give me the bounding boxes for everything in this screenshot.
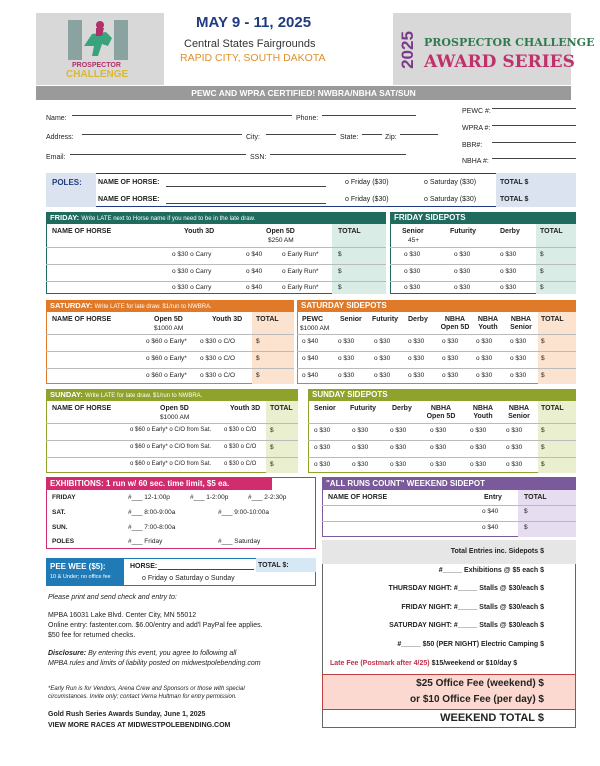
sat-side-col-futurity: Futurity — [372, 316, 399, 323]
wpra-field[interactable] — [492, 125, 576, 126]
exhib-sun-a[interactable]: #___ 7:00-8:00a — [128, 524, 176, 531]
sat-row2-youth[interactable]: o $30 o C/O — [200, 355, 236, 362]
weekend-total: WEEKEND TOTAL $ — [440, 712, 544, 724]
sat-side-r3-total: $ — [541, 372, 545, 379]
early-note: *Early Run is for Vendors, Arena Crew and Sponsors or those with special — [48, 686, 245, 692]
event-city: RAPID CITY, SOUTH DAKOTA — [180, 52, 326, 64]
sun-side-col-senior: Senior — [314, 405, 336, 412]
friday-col-total: TOTAL — [338, 228, 361, 235]
event-venue: Central States Fairgrounds — [184, 38, 316, 50]
exhib-poles-a[interactable]: #___ Friday — [128, 538, 163, 545]
address-label: Address: — [46, 134, 74, 141]
peewee-title: PEE WEE ($5): — [50, 562, 106, 571]
fri-side-r1-futurity[interactable]: o $30 — [454, 251, 471, 258]
ssn-label: SSN: — [250, 154, 267, 161]
sat-side-r1-nbha-open[interactable]: o $30 — [442, 338, 459, 345]
sun-row2-total: $ — [270, 444, 274, 451]
poles-saturday-1[interactable]: o Saturday ($30) — [424, 179, 477, 186]
city-label: City: — [246, 134, 260, 141]
mail-line3: Online entry: fastenter.com. $6.00/entry and add'l PayPal fee applies. — [48, 622, 263, 629]
early-note-2: circumstances. Invite only; contact Verna Hultman for entry permission. — [48, 694, 237, 700]
sun-col-youth: Youth 3D — [230, 405, 261, 412]
friday-row2-early[interactable]: o Early Run* — [282, 268, 319, 275]
fri-side-r2-futurity[interactable]: o $30 — [454, 268, 471, 275]
sat-side-r2-senior[interactable]: o $30 — [338, 355, 355, 362]
sat-col-total: TOTAL — [256, 316, 279, 323]
fri-side-r1-senior[interactable]: o $30 — [404, 251, 421, 258]
exhib-friday-c[interactable]: #___ 2-2:30p — [248, 494, 287, 501]
pewc-label: PEWC #: — [462, 108, 491, 115]
sat-side-r1-futurity[interactable]: o $30 — [374, 338, 391, 345]
friday-row3-total: $ — [338, 284, 342, 291]
state-label: State: — [340, 134, 359, 141]
bbr-field[interactable] — [492, 142, 576, 143]
series-line1: PROSPECTOR CHALLENGE — [424, 36, 595, 49]
fri-side-col-derby: Derby — [500, 228, 520, 235]
friday-row3-early[interactable]: o Early Run* — [282, 284, 319, 291]
allruns-r2-total: $ — [524, 524, 528, 531]
event-dates: MAY 9 - 11, 2025 — [196, 14, 312, 31]
sun-side-r1-derby[interactable]: o $30 — [390, 427, 407, 434]
sun-side-r1-nbha-senior[interactable]: o $30 — [506, 427, 523, 434]
poles-friday-2[interactable]: o Friday ($30) — [345, 196, 389, 203]
sat-side-r1-nbha-youth[interactable]: o $30 — [476, 338, 493, 345]
sun-side-col-nbha-open: NBHA Open 5D — [426, 405, 456, 420]
sat-side-r3-futurity[interactable]: o $30 — [374, 372, 391, 379]
sat-side-col-nbha-open: NBHA Open 5D — [440, 316, 470, 331]
sat-side-col-nbha-senior: NBHA Senior — [510, 316, 532, 331]
disclosure-line2: MPBA rules and limits of liability posted on midwestpolebending.com — [48, 660, 261, 667]
sat-row1-open[interactable]: o $60 o Early* — [146, 338, 187, 345]
fri-side-col-total: TOTAL — [540, 228, 563, 235]
exhibitions-title: EXHIBITIONS: 1 run w/ 60 sec. time limit, $5 ea. — [46, 477, 272, 490]
sat-side-r2-futurity[interactable]: o $30 — [374, 355, 391, 362]
poles-horse-label-2: NAME OF HORSE: — [98, 196, 160, 203]
friday-col-youth: Youth 3D — [184, 228, 215, 235]
sun-side-col-total: TOTAL — [541, 405, 564, 412]
peewee-total: TOTAL $: — [258, 562, 289, 569]
friday-row3-open[interactable]: o $40 — [246, 284, 263, 291]
fri-side-r2-total: $ — [540, 268, 544, 275]
sun-side-col-nbha-youth: NBHA Youth — [472, 405, 494, 420]
wpra-label: WPRA #: — [462, 125, 491, 132]
sun-col-horse: NAME OF HORSE — [52, 405, 112, 412]
sun-side-r2-derby[interactable]: o $30 — [390, 444, 407, 451]
fri-side-col-senior: Senior — [402, 228, 424, 235]
sun-open-time: $1000 AM — [160, 414, 190, 421]
name-label: Name: — [46, 115, 67, 122]
poles-horse-field-1[interactable] — [166, 186, 326, 187]
office-fee-weekend[interactable]: $25 Office Fee (weekend) $ — [416, 678, 544, 689]
sun-side-r1-nbha-open[interactable]: o $30 — [430, 427, 447, 434]
sun-side-r2-nbha-youth[interactable]: o $30 — [470, 444, 487, 451]
exhib-sat-b[interactable]: #___ 9:00-10:00a — [218, 509, 269, 516]
ssn-field[interactable] — [270, 154, 406, 155]
friday-row2-total: $ — [338, 268, 342, 275]
allruns-r1-total: $ — [524, 508, 528, 515]
sun-side-r2-nbha-open[interactable]: o $30 — [430, 444, 447, 451]
allruns-r2-entry[interactable]: o $40 — [482, 524, 499, 531]
friday-col-horse: NAME OF HORSE — [52, 228, 112, 235]
peewee-days[interactable]: o Friday o Saturday o Sunday — [142, 575, 235, 582]
sun-row3-open[interactable]: o $60 o Early* o C/O from Sat. — [130, 461, 212, 467]
exhib-friday-b[interactable]: #___ 1-2:00p — [190, 494, 229, 501]
allruns-col-total: TOTAL — [524, 494, 547, 501]
sat-col-horse: NAME OF HORSE — [52, 316, 112, 323]
exhib-day-sat: SAT. — [52, 509, 66, 516]
friday-row2-youth[interactable]: o $30 o Carry — [172, 268, 212, 275]
sat-side-r1-total: $ — [541, 338, 545, 345]
mail-line2: MPBA 16031 Lake Blvd. Center City, MN 55012 — [48, 612, 197, 619]
view-more-link[interactable]: VIEW MORE RACES AT MIDWESTPOLEBENDING.COM — [48, 722, 231, 729]
peewee-sub: 10 & Under; no office fee — [50, 574, 111, 580]
email-label: Email: — [46, 154, 66, 161]
friday-open-time: $250 AM — [268, 237, 294, 244]
sat-side-r2-pewc[interactable]: o $40 — [302, 355, 319, 362]
sun-side-r2-total: $ — [541, 444, 545, 451]
sun-row3-total: $ — [270, 461, 274, 468]
series-year: 2025 — [398, 31, 417, 69]
sun-row3-youth[interactable]: o $30 o C/O — [224, 461, 257, 467]
sat-row1-youth[interactable]: o $30 o C/O — [200, 338, 236, 345]
saturday-title-bar: SATURDAY: Write LATE for late draw. $1/run to NWBRA. — [46, 300, 294, 312]
logo-text-top: PROSPECTOR — [72, 62, 121, 69]
disclosure: Disclosure: By entering this event, you agree to following all — [48, 650, 237, 657]
total-entries: Total Entries inc. Sidepots $ — [450, 548, 544, 555]
friday-title-bar: FRIDAY: Write LATE next to Horse name if you need to be in the late draw. — [46, 212, 386, 224]
sun-side-r1-senior[interactable]: o $30 — [314, 427, 331, 434]
exhib-sat-a[interactable]: #___ 8:00-9:00a — [128, 509, 176, 516]
sun-row1-open[interactable]: o $60 o Early* o C/O from Sat. — [130, 427, 212, 433]
sun-col-open: Open 5D — [160, 405, 189, 412]
sun-side-col-derby: Derby — [392, 405, 412, 412]
sat-side-r3-nbha-youth[interactable]: o $30 — [476, 372, 493, 379]
sat-open-time: $1000 AM — [154, 325, 184, 332]
sat-row2-open[interactable]: o $60 o Early* — [146, 355, 187, 362]
total-thursday-stalls[interactable]: THURSDAY NIGHT: #_____ Stalls @ $30/each $ — [388, 585, 544, 592]
sun-side-r2-futurity[interactable]: o $30 — [352, 444, 369, 451]
allruns-title: "ALL RUNS COUNT" WEEKEND SIDEPOT — [322, 477, 576, 490]
sat-row3-open[interactable]: o $60 o Early* — [146, 372, 187, 379]
gold-rush-awards: Gold Rush Series Awards Sunday, June 1, 2025 — [48, 711, 206, 718]
sat-side-r3-nbha-senior[interactable]: o $30 — [510, 372, 527, 379]
mail-line1: Please print and send check and entry to: — [48, 594, 177, 601]
sat-side-r2-total: $ — [541, 355, 545, 362]
allruns-col-entry: Entry — [484, 494, 502, 501]
nbha-label: NBHA #: — [462, 158, 489, 165]
sun-row1-youth[interactable]: o $30 o C/O — [224, 427, 257, 433]
exhib-day-poles: POLES — [52, 538, 75, 545]
certified-banner: PEWC AND WPRA CERTIFIED! NWBRA/NBHA SAT/SUN — [36, 86, 571, 100]
fri-side-r1-derby[interactable]: o $30 — [500, 251, 517, 258]
sat-side-r3-senior[interactable]: o $30 — [338, 372, 355, 379]
sun-side-r1-futurity[interactable]: o $30 — [352, 427, 369, 434]
total-friday-stalls[interactable]: FRIDAY NIGHT: #_____ Stalls @ $30/each $ — [401, 604, 544, 611]
sun-row2-open[interactable]: o $60 o Early* o C/O from Sat. — [130, 444, 212, 450]
sun-side-r1-total: $ — [541, 427, 545, 434]
sat-row3-total: $ — [256, 372, 260, 379]
office-fee-day[interactable]: or $10 Office Fee (per day) $ — [410, 694, 544, 705]
fri-side-r1-total: $ — [540, 251, 544, 258]
sun-side-col-nbha-senior: NBHA Senior — [508, 405, 530, 420]
bbr-label: BBR#: — [462, 142, 483, 149]
exhib-friday-a[interactable]: #___ 12-1:00p — [128, 494, 170, 501]
sun-col-total: TOTAL — [270, 405, 293, 412]
saturday-sidepots-title: SATURDAY SIDEPOTS — [297, 300, 576, 312]
friday-row1-early[interactable]: o Early Run* — [282, 251, 319, 258]
sat-side-r2-nbha-youth[interactable]: o $30 — [476, 355, 493, 362]
zip-label: Zip: — [385, 134, 397, 141]
peewee-horse-field[interactable] — [158, 569, 254, 570]
sun-side-r2-nbha-senior[interactable]: o $30 — [506, 444, 523, 451]
phone-field[interactable] — [322, 115, 416, 116]
poles-friday-1[interactable]: o Friday ($30) — [345, 179, 389, 186]
friday-row1-total: $ — [338, 251, 342, 258]
poles-title: POLES: — [52, 178, 82, 187]
fri-side-r3-total: $ — [540, 284, 544, 291]
phone-label: Phone: — [296, 115, 319, 122]
mail-line4: $50 fee for returned checks. — [48, 632, 136, 639]
sat-side-r3-derby[interactable]: o $30 — [408, 372, 425, 379]
late-fee: Late Fee (Postmark after 4/25) $15/weekend or $10/day $ — [330, 660, 518, 667]
sat-side-r2-nbha-open[interactable]: o $30 — [442, 355, 459, 362]
zip-field[interactable] — [400, 134, 438, 135]
exhib-day-friday: FRIDAY — [52, 494, 76, 501]
total-camping[interactable]: #_____ $50 (PER NIGHT) Electric Camping $ — [397, 641, 544, 648]
sunday-title-bar: SUNDAY: Write LATE for late draw. $1/run to NWBRA. — [46, 389, 298, 401]
sat-col-open: Open 5D — [154, 316, 183, 323]
sun-side-r1-nbha-youth[interactable]: o $30 — [470, 427, 487, 434]
city-field[interactable] — [266, 134, 336, 135]
sun-side-r3-nbha-youth[interactable]: o $30 — [470, 461, 487, 468]
sun-side-r2-senior[interactable]: o $30 — [314, 444, 331, 451]
sun-side-r3-derby[interactable]: o $30 — [390, 461, 407, 468]
fri-side-r3-senior[interactable]: o $30 — [404, 284, 421, 291]
friday-col-open: Open 5D — [266, 228, 295, 235]
sun-side-r3-nbha-open[interactable]: o $30 — [430, 461, 447, 468]
fri-side-senior-sub: 45+ — [408, 237, 420, 244]
name-field[interactable] — [72, 115, 292, 116]
sat-side-r2-derby[interactable]: o $30 — [408, 355, 425, 362]
horse-rider-logo-icon — [62, 16, 134, 66]
sat-side-col-senior: Senior — [340, 316, 362, 323]
series-box — [393, 13, 571, 85]
sun-side-r3-senior[interactable]: o $30 — [314, 461, 331, 468]
sun-row2-youth[interactable]: o $30 o C/O — [224, 444, 257, 450]
sat-side-r3-nbha-open[interactable]: o $30 — [442, 372, 459, 379]
sat-row2-total: $ — [256, 355, 260, 362]
fri-side-r2-derby[interactable]: o $30 — [500, 268, 517, 275]
friday-row2-open[interactable]: o $40 — [246, 268, 263, 275]
peewee-horse-label: HORSE: — [130, 563, 158, 570]
friday-row1-open[interactable]: o $40 — [246, 251, 263, 258]
sun-side-r3-total: $ — [541, 461, 545, 468]
exhib-poles-b[interactable]: #___ Saturday — [218, 538, 261, 545]
sat-side-col-nbha-youth: NBHA Youth — [477, 316, 499, 331]
poles-saturday-2[interactable]: o Saturday ($30) — [424, 196, 477, 203]
sat-col-youth: Youth 3D — [212, 316, 243, 323]
allruns-col-horse: NAME OF HORSE — [328, 494, 388, 501]
total-exhibitions[interactable]: #_____ Exhibitions @ $5 each $ — [438, 567, 544, 574]
sat-side-r1-pewc[interactable]: o $40 — [302, 338, 319, 345]
fri-side-col-futurity: Futurity — [450, 228, 477, 235]
friday-row1-youth[interactable]: o $30 o Carry — [172, 251, 212, 258]
poles-horse-field-2[interactable] — [166, 203, 326, 204]
pewc-field[interactable] — [492, 108, 576, 109]
logo-text-bottom: CHALLENGE — [66, 69, 129, 80]
friday-sidepots-title: FRIDAY SIDEPOTS — [390, 212, 576, 224]
sat-side-r1-nbha-senior[interactable]: o $30 — [510, 338, 527, 345]
total-saturday-stalls[interactable]: SATURDAY NIGHT: #_____ Stalls @ $30/each $ — [389, 622, 544, 629]
sat-side-r1-senior[interactable]: o $30 — [338, 338, 355, 345]
exhib-day-sun: SUN. — [52, 524, 68, 531]
nbha-field[interactable] — [492, 158, 576, 159]
sun-row1-total: $ — [270, 427, 274, 434]
poles-total-1: TOTAL $ — [500, 179, 529, 186]
sun-side-col-futurity: Futurity — [350, 405, 377, 412]
poles-horse-label-1: NAME OF HORSE: — [98, 179, 160, 186]
sat-side-r3-pewc[interactable]: o $40 — [302, 372, 319, 379]
sun-side-r3-futurity[interactable]: o $30 — [352, 461, 369, 468]
sat-side-r2-nbha-senior[interactable]: o $30 — [510, 355, 527, 362]
sat-side-pewc-sub: $1000 AM — [300, 325, 330, 332]
sunday-sidepots-title: SUNDAY SIDEPOTS — [308, 389, 576, 401]
sat-side-col-derby: Derby — [408, 316, 428, 323]
fri-side-r3-derby[interactable]: o $30 — [500, 284, 517, 291]
sat-row3-youth[interactable]: o $30 o C/O — [200, 372, 236, 379]
allruns-r1-entry[interactable]: o $40 — [482, 508, 499, 515]
email-field[interactable] — [70, 154, 246, 155]
sat-row1-total: $ — [256, 338, 260, 345]
fri-side-r2-senior[interactable]: o $30 — [404, 268, 421, 275]
state-field[interactable] — [362, 134, 382, 135]
address-field[interactable] — [82, 134, 242, 135]
poles-total-2: TOTAL $ — [500, 196, 529, 203]
sat-side-col-pewc: PEWC — [302, 316, 323, 323]
sun-side-r3-nbha-senior[interactable]: o $30 — [506, 461, 523, 468]
friday-row3-youth[interactable]: o $30 o Carry — [172, 284, 212, 291]
series-line2: AWARD SERIES — [424, 52, 575, 72]
sat-side-r1-derby[interactable]: o $30 — [408, 338, 425, 345]
sat-side-col-total: TOTAL — [541, 316, 564, 323]
fri-side-r3-futurity[interactable]: o $30 — [454, 284, 471, 291]
